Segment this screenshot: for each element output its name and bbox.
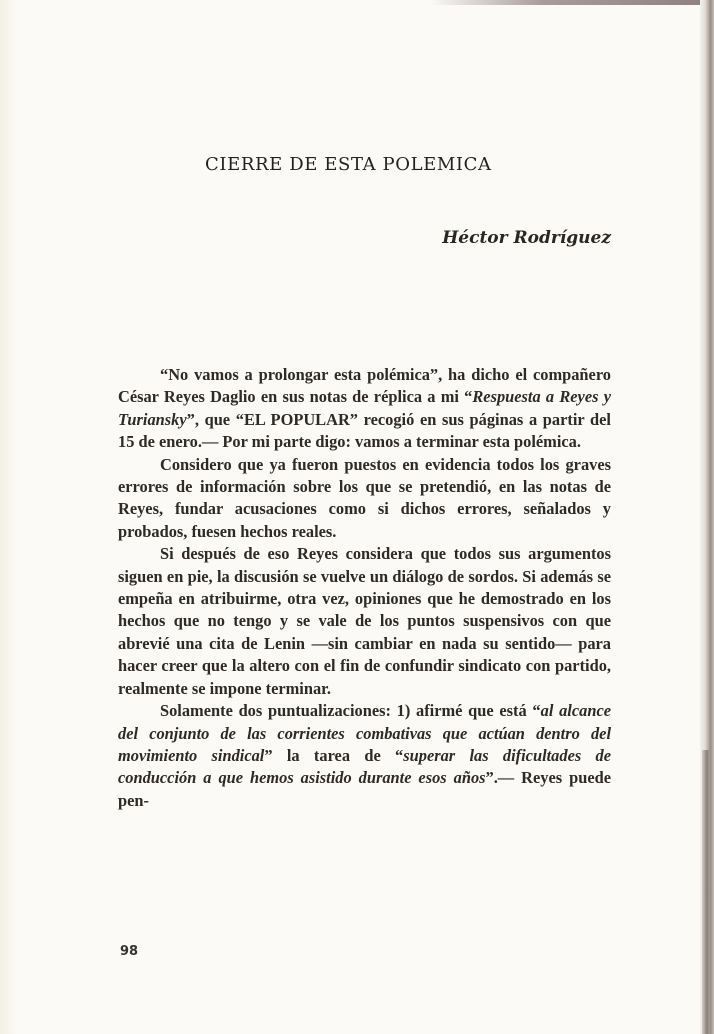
article-body <box>118 364 611 812</box>
book-binding-shadow <box>702 750 710 1034</box>
text-segment: ”, que “EL POPULAR” recogió en sus páginas a partir del 15 de enero.— Por mi parte digo: vamos a terminar esta polémica. <box>118 409 611 452</box>
article-author: Héctor Rodríguez <box>442 228 611 248</box>
page-left-edge <box>0 0 18 1034</box>
page-number: 98 <box>120 944 139 959</box>
text-segment: ” la tarea de “ <box>264 745 404 765</box>
paragraph-2 <box>118 454 611 544</box>
paragraph-4 <box>118 700 611 812</box>
text-segment: Solamente dos puntualizaciones: 1) afirmé que está “ <box>160 701 541 721</box>
article-title: CIERRE DE ESTA POLEMICA <box>205 154 492 175</box>
paragraph-3 <box>118 543 611 700</box>
italic-quote: superar las dificultades de conducción a que hemos asistido durante esos años <box>118 745 612 788</box>
italic-quote: al alcance del conjunto de las corrientes combativas que actúan dentro del movimiento sindical <box>118 701 612 765</box>
scan-top-shadow <box>430 0 714 5</box>
text-segment: Si después de eso Reyes considera que todos sus argumentos siguen en pie, la discusión se vuelve un diálogo de sordos. Si además se empeña en atribuirme, otra vez, opiniones que he demostrado en los hechos que no tengo y se vale de los puntos suspensivos con que abrevié una cita de Lenin —sin cambiar en nada su sentido— para hacer creer que la altero con el fin de confundir sindicato con partido, realmente se impone terminar. <box>118 544 611 698</box>
paragraph-1 <box>118 364 611 454</box>
text-segment: ”.— Reyes puede pen- <box>118 768 611 810</box>
text-segment: Considero que ya fueron puestos en evidencia todos los graves errores de información sobre los que se pretendió, en las notas de Reyes, fundar acusaciones como si dichos errores, señalados y probados, fuesen hechos reales. <box>118 454 611 541</box>
italic-title-reference: Respuesta a Reyes y Turiansky <box>118 387 611 429</box>
text-segment: “No vamos a prolongar esta polémica”, ha dicho el compañero César Reyes Daglio en sus notas de réplica a mi “ <box>118 365 611 407</box>
